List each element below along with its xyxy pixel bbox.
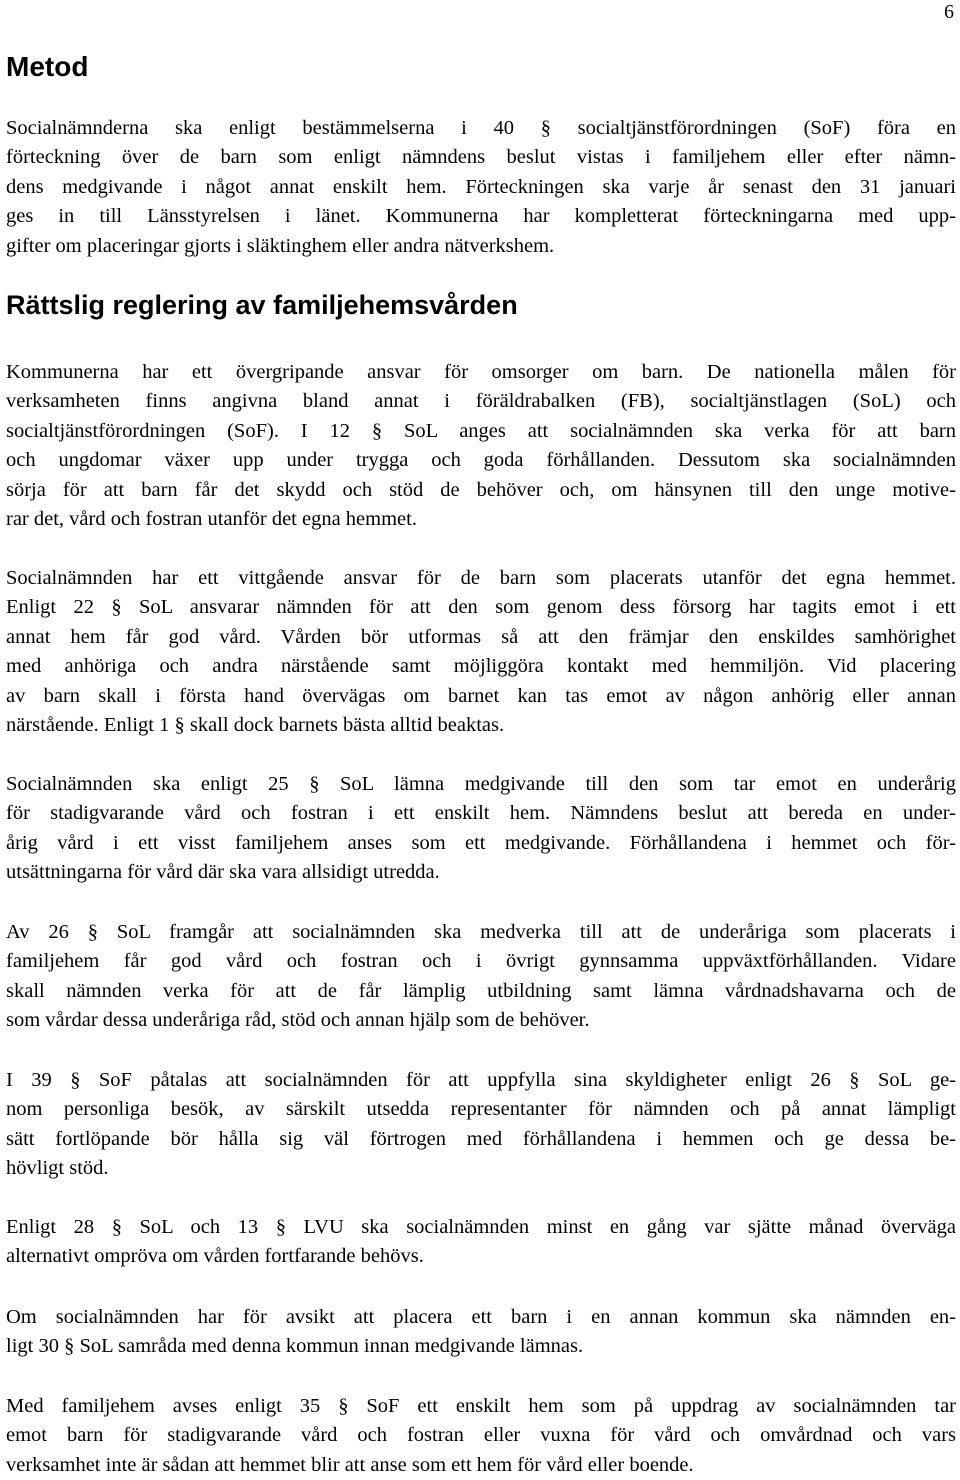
text-line: ges in till Länsstyrelsen i länet. Kommunerna har kompletterat förteckningarna med upp- <box>6 205 956 228</box>
text-line: årig vård i ett visst familjehem anses som ett medgivande. Förhållandena i hemmet och för- <box>6 831 956 854</box>
text-line: Kommunerna har ett övergripande ansvar för omsorger om barn. De nationella målen för <box>6 361 956 383</box>
text-line: I 39 § SoF påtalas att socialnämnden för att uppfylla sina skyldigheter enligt 26 § SoL ge- <box>6 1069 956 1091</box>
text-line: annat hem får god vård. Vården bör utformas så att den främjar den enskildes samhörighet <box>6 625 956 648</box>
text-line: skall nämnden verka för att de får lämplig utbildning samt lämna vårdnadshavarna och de <box>6 979 956 1002</box>
text-line: verksamhet inte är sådan att hemmet blir att anse som ett hem för vård eller boende. <box>6 1453 694 1476</box>
paragraph-kommunernas-ansvar <box>6 358 956 534</box>
paragraph-medgivande <box>6 770 956 888</box>
text-line: rar det, vård och fostran utanför det egna hemmet. <box>6 508 417 531</box>
text-line: Enligt 22 § SoL ansvarar nämnden för att den som genom dess försorg har tagits emot i ett <box>6 596 956 619</box>
text-line: nom personliga besök, av särskilt utsedda representanter för nämnden och på annat lämpligt <box>6 1098 956 1121</box>
paragraph-35-sof <box>6 1392 956 1480</box>
text-line: Om socialnämnden har för avsikt att placera ett barn i en annan kommun ska nämnden en- <box>6 1306 956 1328</box>
text-line: Enligt 28 § SoL och 13 § LVU ska socialnämnden minst en gång var sjätte månad överväga <box>6 1216 956 1238</box>
paragraph-metod-intro <box>6 114 956 261</box>
text-line: alternativt ompröva om vården fortfarande behövs. <box>6 1245 424 1268</box>
paragraph-26-sol <box>6 918 956 1036</box>
text-line: som vårdar dessa underåriga råd, stöd och annan hjälp som de behöver. <box>6 1009 590 1032</box>
page-number: 6 <box>944 1 954 23</box>
text-line: Socialnämnden ska enligt 25 § SoL lämna medgivande till den som tar emot en underårig <box>6 773 956 795</box>
text-line: hövligt stöd. <box>6 1157 109 1180</box>
text-line: sätt fortlöpande bör hålla sig väl förtrogen med förhållandena i hemmen och ge dessa be- <box>6 1127 956 1150</box>
paragraph-vittgaende-ansvar <box>6 564 956 740</box>
text-line: ligt 30 § SoL samråda med denna kommun innan medgivande lämnas. <box>6 1335 584 1358</box>
paragraph-28-sol <box>6 1213 956 1272</box>
text-line: verksamheten finns angivna bland annat i föräldrabalken (FB), socialtjänstlagen (SoL) och <box>6 390 956 413</box>
paragraph-30-sol <box>6 1303 956 1362</box>
heading-metod: Metod <box>6 51 89 82</box>
text-line: dens medgivande i något annat enskilt hem. Förteckningen ska varje år senast den 31 januari <box>6 175 956 198</box>
text-line: socialtjänstförordningen (SoF). I 12 § SoL anges att socialnämnden ska verka för att barn <box>6 419 956 442</box>
paragraph-39-sof <box>6 1066 956 1184</box>
text-line: utsättningarna för vård där ska vara allsidigt utredda. <box>6 861 440 884</box>
text-line: familjehem får god vård och fostran och i övrigt gynnsamma uppväxtförhållanden. Vidare <box>6 950 956 973</box>
text-line: förteckning över de barn som enligt nämndens beslut vistas i familjehem eller efter nämn- <box>6 146 956 169</box>
text-line: för stadigvarande vård och fostran i ett enskilt hem. Nämndens beslut att bereda en under- <box>6 802 956 825</box>
text-line: gifter om placeringar gjorts i släktinghem eller andra nätverkshem. <box>6 234 555 257</box>
text-line: med anhöriga och andra närstående samt möjliggöra kontakt med hemmiljön. Vid placering <box>6 655 956 678</box>
text-line: närstående. Enligt 1 § skall dock barnets bästa alltid beaktas. <box>6 714 505 737</box>
text-line: emot barn för stadigvarande vård och fostran eller vuxna för vård och omvårdnad och vars <box>6 1424 956 1447</box>
text-line: Av 26 § SoL framgår att socialnämnden ska medverka till att de underåriga som placerats i <box>6 921 956 943</box>
text-line: Socialnämnderna ska enligt bestämmelserna i 40 § socialtjänstförordningen (SoF) föra en <box>6 117 956 139</box>
text-line: av barn skall i första hand övervägas om barnet kan tas emot av någon anhörig eller annan <box>6 684 956 707</box>
heading-rattslig-reglering: Rättslig reglering av familjehemsvården <box>6 290 518 320</box>
text-line: sörja för att barn får det skydd och stöd de behöver och, om hänsynen till den unge motive- <box>6 478 956 501</box>
text-line: Socialnämnden har ett vittgående ansvar för de barn som placerats utanför det egna hemmet. <box>6 567 956 589</box>
text-line: och ungdomar växer upp under trygga och goda förhållanden. Dessutom ska socialnämnden <box>6 449 956 472</box>
text-line: Med familjehem avses enligt 35 § SoF ett enskilt hem som på uppdrag av socialnämnden tar <box>6 1395 956 1417</box>
